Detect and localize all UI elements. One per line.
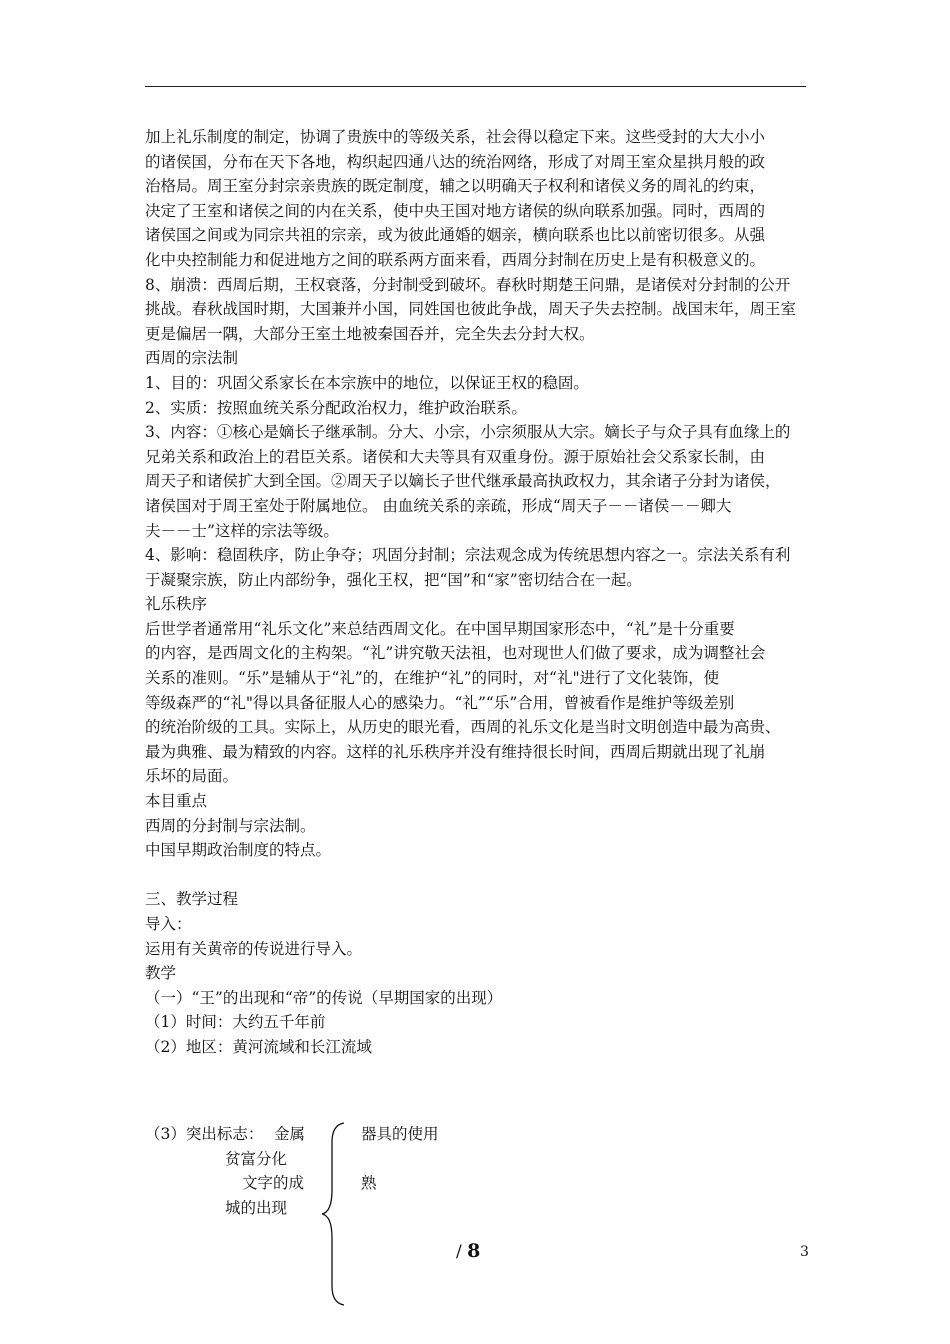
diagram-item-metal: 金属 xyxy=(274,1125,306,1143)
text-line: 后世学者通常用“礼乐文化”来总结西周文化。在中国早期国家形态中，“礼”是十分重要 xyxy=(145,619,735,638)
text-line: 夫－－士”这样的宗法等级。 xyxy=(145,521,339,540)
text-line: 决定了王室和诸侯之间的内在关系，使中央王国对地方诸侯的纵向联系加强。同时，西周的 xyxy=(145,201,766,220)
diagram-item-city: 城的出现 xyxy=(225,1199,288,1217)
text-line: 8、崩溃：西周后期，王权衰落，分封制受到破坏。春秋时期楚王问鼎，是诸侯对分封制的公开 xyxy=(145,275,791,294)
text-line: 治格局。周王室分封宗亲贵族的既定制度，辅之以明确天子权利和诸侯义务的周礼的约束， xyxy=(145,177,766,196)
text-line: 加上礼乐制度的制定，协调了贵族中的等级关系，社会得以稳定下来。这些受封的大大小小 xyxy=(145,128,766,146)
text-line: 运用有关黄帝的传说进行导入。 xyxy=(145,939,363,958)
diagram-item-wealth: 贫富分化 xyxy=(225,1150,288,1168)
page-total-prefix: / xyxy=(456,1242,462,1262)
diagram-label: （3）突出标志： xyxy=(145,1125,264,1143)
text-line: 西周的宗法制 xyxy=(145,349,239,368)
text-line: 兄弟关系和政治上的君臣关系。诸侯和大夫等具有双重身份。源于原始社会父系家长制，由 xyxy=(145,447,766,466)
text-line: 于凝聚宗族，防止内部纷争，强化王权，把“国”和“家”密切结合在一起。 xyxy=(145,570,642,589)
text-line: 乐坏的局面。 xyxy=(145,767,239,786)
text-line: 教学 xyxy=(145,964,177,983)
text-line: 礼乐秩序 xyxy=(145,595,208,614)
diagram-right-mature: 熟 xyxy=(361,1174,377,1192)
document-body xyxy=(145,125,810,1060)
text-line: 周天子和诸侯扩大到全国。②周天子以嫡长子世代继承最高执政权力，其余诸子分封为诸侯， xyxy=(145,472,781,491)
text-line: 化中央控制能力和促进地方之间的联系两方面来看，西周分封制在历史上是有积极意义的。 xyxy=(145,250,766,269)
header-rule xyxy=(145,86,806,87)
text-line: 中国早期政治制度的特点。 xyxy=(145,841,332,860)
text-line: 4、影响：稳固秩序，防止争夺；巩固分封制；宗法观念成为传统思想内容之一。宗法关系有利 xyxy=(145,546,791,565)
text-line: 等级森严的“礼"得以具备征服人心的感染力。“礼”“乐”合用，曾被看作是维护等级差别 xyxy=(145,693,735,712)
text-line: 诸侯国之间或为同宗共祖的宗亲，或为彼此通婚的姻亲，横向联系也比以前密切很多。从强 xyxy=(145,226,766,245)
curly-brace-icon xyxy=(318,1120,352,1308)
text-line: 诸侯国对于周王室处于附属地位。 由血统关系的亲疏，形成“周天子－－诸侯－－卿大 xyxy=(145,496,732,515)
text-line: 更是偏居一隅，大部分王室土地被秦国吞并，完全失去分封大权。 xyxy=(145,324,595,343)
text-line: 导入： xyxy=(145,915,192,933)
text-line: 关系的准则。“乐”是辅从于“礼”的，在维护“礼”的同时，对“礼"进行了文化装饰，使 xyxy=(145,669,720,688)
text-line: 三、教学过程 xyxy=(145,890,239,909)
diagram-item-writing: 文字的成 xyxy=(242,1174,305,1192)
text-line: 3、内容：①核心是嫡长子继承制。分大、小宗，小宗须服从大宗。嫡长子与众子具有血缘上的 xyxy=(145,423,791,442)
text-line: 最为典雅、最为精致的内容。这样的礼乐秩序并没有维持很长时间，西周后期就出现了礼崩 xyxy=(145,742,766,761)
page-total xyxy=(456,1240,480,1262)
text-line: 2、实质：按照血统关系分配政治权力，维护政治联系。 xyxy=(145,398,527,417)
text-line: 挑战。春秋战国时期，大国兼并小国，同姓国也彼此争战，周天子失去控制。战国末年，周王室 xyxy=(145,300,797,319)
diagram-right-tools: 器具的使用 xyxy=(361,1125,439,1143)
text-line: （一）“王”的出现和“帝”的传说（早期国家的出现） xyxy=(145,988,503,1007)
text-line: 的内容，是西周文化的主构架。“礼”讲究敬天法祖，也对现世人们做了要求，成为调整社会 xyxy=(145,644,766,663)
text-line: 本目重点 xyxy=(145,792,208,811)
text-line: （1）时间：大约五千年前 xyxy=(145,1013,326,1032)
text-line: 1、目的：巩固父系家长在本宗族中的地位，以保证王权的稳固。 xyxy=(145,373,589,392)
page-total-count: 8 xyxy=(467,1240,481,1262)
text-line: 的诸侯国，分布在天下各地，构织起四通八达的统治网络，形成了对周王室众星拱月般的政 xyxy=(145,152,766,171)
text-line: 的统治阶级的工具。实际上，从历史的眼光看，西周的礼乐文化是当时文明创造中最为高贵、 xyxy=(145,718,781,737)
text-line: （2）地区：黄河流域和长江流域 xyxy=(145,1037,372,1056)
page-number: 3 xyxy=(800,1244,809,1260)
text-line xyxy=(145,863,810,888)
text-line: 西周的分封制与宗法制。 xyxy=(145,816,316,835)
